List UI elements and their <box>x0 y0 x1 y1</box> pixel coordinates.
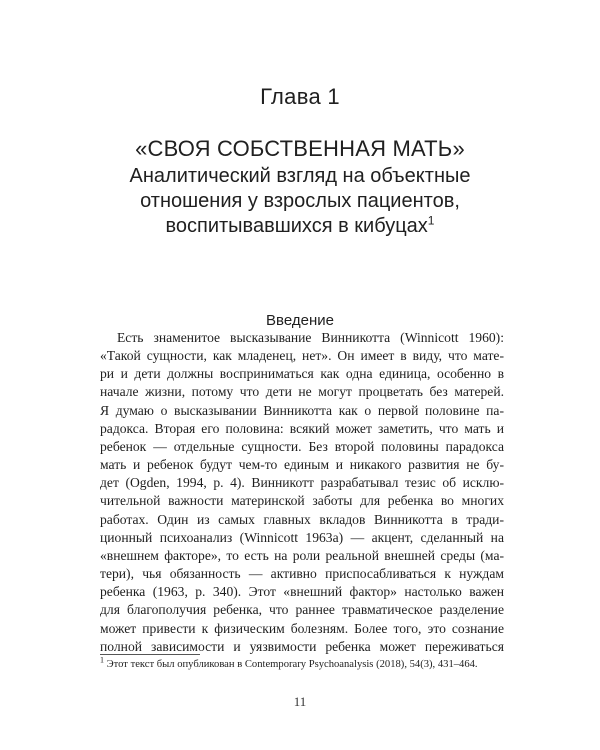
paragraph-line: ри и дети должны восприниматься как одна единица, особенно в <box>100 366 504 382</box>
paragraph-line: Я думаю о высказывании Винникотта как о первой половине па- <box>100 402 504 418</box>
footnote-mark: 1 <box>100 655 104 665</box>
paragraph-line: может привести к физическим болезням. Более того, это сознание <box>100 620 504 636</box>
footnote-divider <box>100 654 200 655</box>
paragraph-line: работах. Один из самых главных вкладов Винникотта в тради- <box>100 511 504 527</box>
chapter-title: «СВОЯ СОБСТВЕННАЯ МАТЬ» <box>135 136 465 161</box>
page-number: 11 <box>293 694 307 709</box>
paragraph-line: «Такой сущности, как младенец, нет». Он имеет в виду, что мате- <box>100 348 504 364</box>
paragraph-line: ребенка (1963, p. 340). Этот «внешний фактор» настолько важен <box>100 584 504 600</box>
paragraph-line: полной зависимости и уязвимости ребенка может переживаться <box>100 638 504 654</box>
chapter-subtitle <box>0 164 600 239</box>
paragraph-line: ребенок — отдельные сущности. Без второй половины парадокса <box>100 438 504 454</box>
footnote <box>100 655 520 672</box>
subtitle-line-last <box>0 214 600 239</box>
footnote-reference: 1 <box>427 213 435 228</box>
paragraph-line: тери), чья обязанность — активно приспосабливаться к нуждам <box>100 566 504 582</box>
section-heading: Введение <box>266 312 334 329</box>
paragraph-line: начале жизни, потому что дети не могут процветать без матерей. <box>100 384 504 400</box>
paragraph-line: дет (Ogden, 1994, p. 4). Винникотт разрабатывал тезис об исклю- <box>100 475 504 491</box>
paragraph-line: для благополучия ребенка, что раннее травматическое разделение <box>100 602 504 618</box>
paragraph-line: чительной важности материнской заботы для ребенка во многих <box>100 493 504 509</box>
subtitle-line-text: воспитывавшихся в кибуцах <box>165 215 428 237</box>
paragraph-line: «внешнем факторе», то есть на роли реальной внешней среды (ма- <box>100 547 504 563</box>
body-paragraph <box>100 329 504 656</box>
paragraph-line: мать и ребенок будут чем-то единым и никакого развития не бу- <box>100 457 504 473</box>
footnote-text: Этот текст был опубликован в Contemporary Psychoanalysis (2018), 54(3), 431–464. <box>104 659 478 670</box>
chapter-label: Глава 1 <box>260 84 340 109</box>
subtitle-line: Аналитический взгляд на объектные <box>129 165 471 187</box>
paragraph-line: Есть знаменитое высказывание Винникотта (Winnicott 1960): <box>117 330 504 345</box>
paragraph-line: радокса. Вторая его половина: всякий может заметить, что мать и <box>100 420 504 436</box>
paragraph-line: ционный психоанализ (Winnicott 1963a) — акцент, сделанный на <box>100 529 504 545</box>
subtitle-line: отношения у взрослых пациентов, <box>140 190 460 212</box>
